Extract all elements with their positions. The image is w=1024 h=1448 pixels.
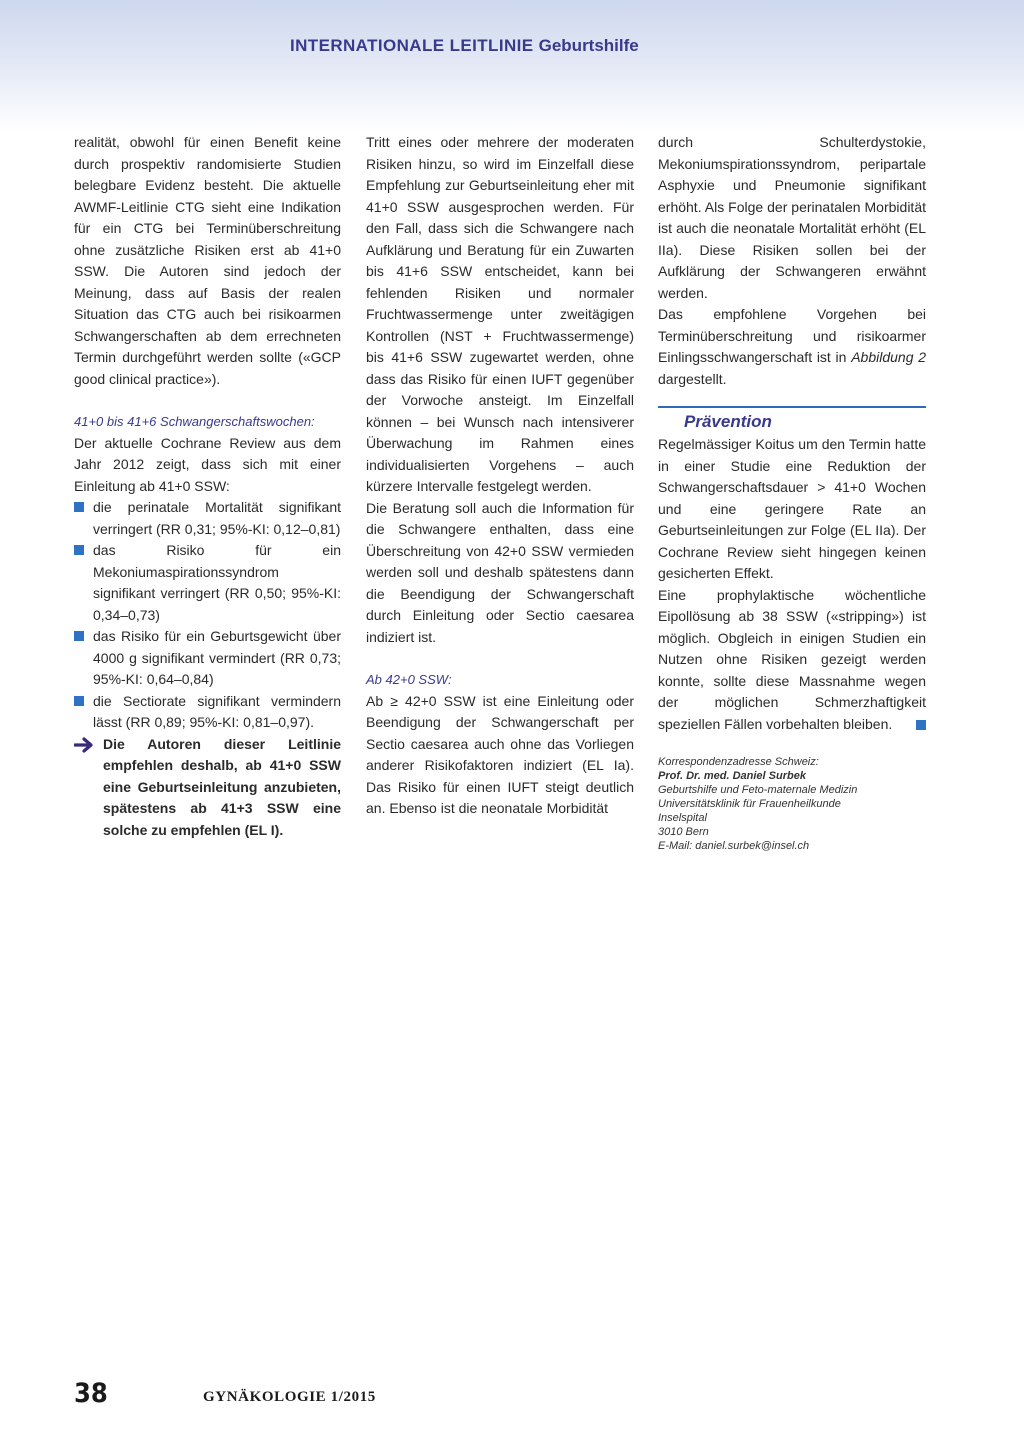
- square-bullet-icon: [74, 502, 84, 512]
- column-2: [366, 132, 634, 820]
- section-divider: [658, 406, 926, 408]
- paragraph-text: Eine prophylaktische wöchentliche Eipollösung ab 38 SSW («stripping») ist möglich. Obgleich in einigen Studien ein Nutzen ohne Risiken gezeigt werden konnte, sollte diese Massnahme wegen der möglichen Schmerzhaftigkeit speziellen Fällen vorbehalten bleiben.: [658, 586, 926, 732]
- recommendation: [74, 734, 341, 842]
- list-item: [74, 626, 341, 691]
- column-3: [658, 132, 926, 853]
- paragraph: durch Schulterdystokie, Mekoniumspirationssyndrom, peripartale Asphyxie und Pneumonie signifikant erhöht. Als Folge der perinatalen Morbidität ist auch die neonatale Mortalität erhöht (EL IIa). Diese Risiken sollen bei der Aufklärung der Schwangeren erwähnt werden.: [658, 134, 926, 301]
- list-item-text: das Risiko für ein Mekoniumaspirationssyndrom signifikant verringert (RR 0,50; 95%-KI: 0,34–0,73): [93, 542, 341, 623]
- author-name: Prof. Dr. med. Daniel Surbek: [658, 770, 806, 782]
- header-title: INTERNATIONALE LEITLINIE: [290, 36, 534, 55]
- list-item-text: die Sectiorate signifikant vermindern lässt (RR 0,89; 95%-KI: 0,81–0,97).: [93, 692, 341, 730]
- paragraph: [658, 304, 926, 390]
- recommendation-text: Die Autoren dieser Leitlinie empfehlen deshalb, ab 41+0 SSW eine Geburtseinleitung anzubieten, spätestens ab 41+3 SSW eine solche zu empfehlen (EL I).: [103, 735, 341, 838]
- paragraph-text: dargestellt.: [658, 370, 727, 387]
- arrow-right-icon: [74, 737, 96, 753]
- address-line: Geburtshilfe und Feto-maternale Medizin: [658, 784, 858, 796]
- section-heading-praevention: Prävention: [684, 412, 772, 431]
- page-number: 38: [74, 1378, 108, 1409]
- correspondence-address: [658, 755, 926, 853]
- list-item: [74, 497, 341, 540]
- paragraph: Regelmässiger Koitus um den Termin hatte in einer Studie eine Reduktion der Schwangerschaftsdauer > 41+0 Wochen und eine geringere Rate an Geburtseinleitungen zur Folge (EL IIa). Der Cochrane Review sieht hingegen keinen gesicherten Effekt.: [658, 436, 926, 581]
- paragraph: Die Beratung soll auch die Information für die Schwangere enthalten, dass eine Überschreitung von 42+0 SSW vermieden werden soll und deshalb spätestens dann die Beendigung der Schwangerschaft durch Einleitung oder Sectio caesarea indiziert ist.: [366, 499, 634, 645]
- header-subtitle: Geburtshilfe: [538, 36, 639, 55]
- paragraph: realität, obwohl für einen Benefit keine durch prospektiv randomisierte Studien belegbare Evidenz besteht. Die aktuelle AWMF-Leitlinie CTG sieht eine Indikation für ein CTG bei Terminüberschreitung ohne zusätzliche Risiken erst ab 41+0 SSW. Die Autoren sind jedoch der Meinung, dass auf Basis der realen Situation das CTG auch bei risikoarmen Schwangerschaften ab dem errechneten Termin durchgeführt werden sollte («GCP good clinical practice»).: [74, 134, 341, 387]
- paragraph: [658, 585, 926, 736]
- address-line: Inselspital: [658, 812, 707, 824]
- address-line: 3010 Bern: [658, 826, 709, 838]
- list-item: [74, 691, 341, 734]
- list-item-text: die perinatale Mortalität signifikant verringert (RR 0,31; 95%-KI: 0,12–0,81): [93, 499, 341, 537]
- column-1: [74, 132, 341, 841]
- list-item-text: das Risiko für ein Geburtsgewicht über 4000 g signifikant vermindert (RR 0,73; 95%-KI: 0,64–0,84): [93, 628, 341, 687]
- findings-list: [74, 497, 341, 734]
- header-band: [0, 0, 1024, 132]
- correspondence-label: Korrespondenzadresse Schweiz:: [658, 756, 819, 768]
- email-address: E-Mail: daniel.surbek@insel.ch: [658, 840, 810, 852]
- list-item: [74, 540, 341, 626]
- square-bullet-icon: [74, 696, 84, 706]
- end-of-article-icon: [916, 720, 926, 730]
- square-bullet-icon: [74, 545, 84, 555]
- paragraph: Tritt eines oder mehrere der moderaten Risiken hinzu, so wird im Einzelfall diese Empfehlung zur Geburtseinleitung eher mit 41+0 SSW ausgesprochen werden. Für den Fall, dass sich die Schwangere nach Aufklärung und Beratung für ein Zuwarten bis 41+6 SSW entscheidet, kann bei fehlenden Risiken und normaler Fruchtwassermenge unter zweitägigen Kontrollen (NST + Fruchtwassermenge) bis 41+6 SSW zugewartet werden, ohne dass das Risiko für einen IUFT gegenüber der Vorwoche ansteigt. Im Einzelfall können – bei Wunsch nach intensiverer Überwachung im Rahmen eines individualisierten Vorgehens – auch kürzere Intervalle festgelegt werden.: [366, 134, 634, 494]
- journal-issue: GYNÄKOLOGIE 1/2015: [203, 1389, 376, 1405]
- subheading-42-weeks: Ab 42+0 SSW:: [366, 672, 452, 687]
- subheading-41-weeks: 41+0 bis 41+6 Schwangerschaftswochen:: [74, 414, 315, 429]
- figure-reference: Abbildung 2: [851, 349, 927, 365]
- paragraph: Ab ≥ 42+0 SSW ist eine Einleitung oder Beendigung der Schwangerschaft per Sectio caesarea auch ohne das Vorliegen anderer Risikofaktoren indiziert (EL Ia). Das Risiko für einen IUFT steigt deutlich an. Ebenso ist die neonatale Morbidität: [366, 692, 634, 816]
- address-line: Universitätsklinik für Frauenheilkunde: [658, 798, 841, 810]
- paragraph: Der aktuelle Cochrane Review aus dem Jahr 2012 zeigt, dass sich mit einer Einleitung ab 41+0 SSW:: [74, 434, 341, 494]
- running-header: [290, 36, 639, 56]
- paragraph-text: Das empfohlene Vorgehen bei Terminüberschreitung und risikoarmer Einlingsschwangerschaft ist in: [658, 306, 926, 365]
- square-bullet-icon: [74, 631, 84, 641]
